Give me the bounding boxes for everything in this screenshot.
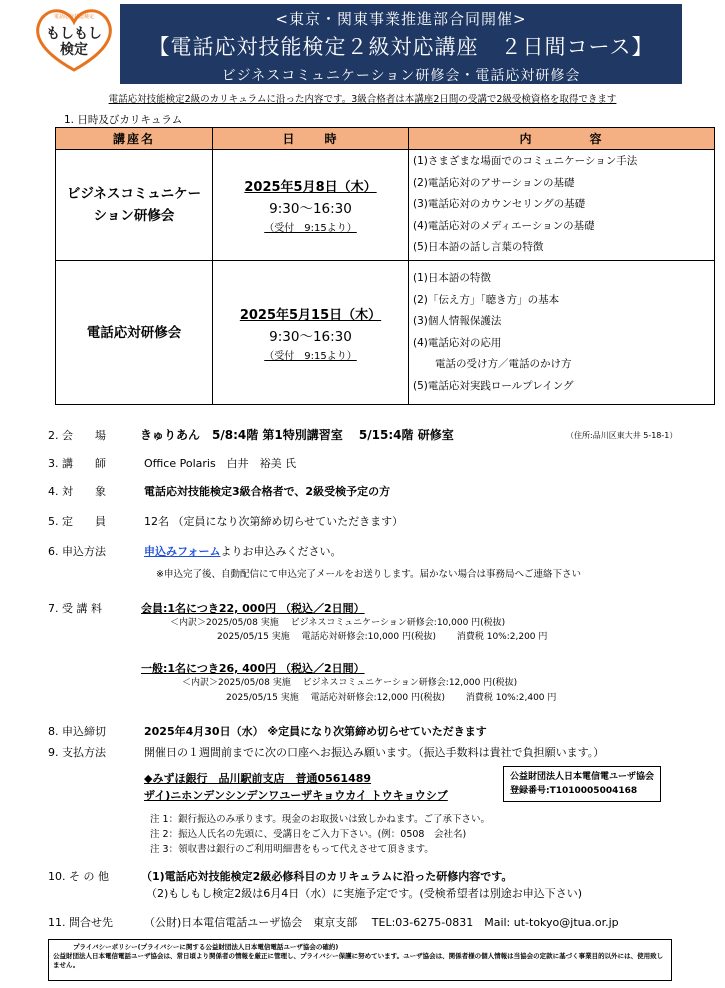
- privacy-policy-box: [48, 939, 672, 981]
- banner-title: 【電話応対技能検定２級対応講座 ２日間コース】: [148, 35, 654, 59]
- apply-label: 6. 申込方法: [48, 545, 106, 558]
- course-name-line1: ビジネスコミュニケー: [66, 186, 202, 202]
- logo-top-text: 電話応対技能検定: [53, 14, 95, 20]
- course-reception: （受付 9:15より）: [264, 350, 357, 362]
- course-datetime: [213, 150, 409, 261]
- content-item: (3)電話応対のカウンセリングの基礎: [413, 198, 586, 211]
- course-name-line1: 電話応対研修会: [86, 324, 182, 341]
- content-item: (3)個人情報保護法: [413, 315, 502, 327]
- course-datetime: [213, 261, 409, 405]
- registration-org: 公益財団法人日本電信電ユーザ協会: [510, 772, 655, 782]
- intro-text: 電話応対技能検定2級のカリキュラムに沿った内容です。3級合格者は本講座2日間の受講で2級受検資格を取得できます: [108, 94, 617, 105]
- course-date: 2025年5月15日（木）: [239, 307, 382, 323]
- logo-line1: もしもし: [46, 26, 102, 42]
- venue-label: 2. 会 場: [48, 429, 106, 442]
- course-name-line2: ション研修会: [93, 208, 175, 224]
- fee-label: 7. 受 講 料: [48, 602, 102, 615]
- capacity-label: 5. 定 員: [48, 515, 106, 528]
- content-item: 電話の受け方／電話のかけ方: [435, 358, 572, 370]
- fee-member-detail1: ＜内訳＞2025/05/08 実施 ビジネスコミュニケーション研修会:10,000 円(税抜): [170, 618, 506, 628]
- venue-value: きゅりあん 5/8:4階 第1特別講習室 5/15:4階 研修室: [140, 428, 454, 442]
- course-time: 9:30〜16:30: [269, 328, 352, 345]
- content-item: (5)電話応対実践ロールプレイング: [413, 379, 574, 392]
- header-datetime: 日 時: [213, 128, 409, 150]
- course-reception: （受付 9:15より）: [264, 223, 357, 234]
- header-content: 内 容: [409, 128, 715, 150]
- fee-general-title: 一般:1名につき26, 400円 （税込／2日間）: [141, 662, 365, 675]
- table-row: [56, 261, 715, 405]
- banner-subtitle: ビジネスコミュニケーション研修会・電話応対研修会: [221, 68, 581, 84]
- banner-line1: <東京・関東事業推進部合同開催>: [275, 10, 527, 28]
- lecturer-label: 3. 講 師: [48, 457, 106, 470]
- contact-value: （公財)日本電信電話ユーザ協会 東京支部 TEL:03-6275-0831 Mail: ut-tokyo@jtua.or.jp: [144, 916, 619, 929]
- other-label: 10. そ の 他: [48, 870, 109, 883]
- curriculum-table: [55, 127, 715, 405]
- content-item: (1)さまざまな場面でのコミュニケーション手法: [413, 155, 638, 168]
- course-name: [56, 261, 213, 405]
- apply-line: [144, 543, 341, 559]
- payment-note: 注 2：振込人氏名の先頭に、受講日をご入力下さい。(例：0508 会社名): [150, 829, 467, 840]
- course-contents: [409, 261, 715, 405]
- table-header-row: [56, 128, 715, 150]
- title-banner: [120, 4, 682, 84]
- fee-general-detail2: 2025/05/15 実施 電話応対研修会:12,000 円(税抜) 消費税 10%:2,400 円: [226, 693, 557, 703]
- account-holder: ザイ)ニホンデンシンデンワユーザキョウカイ トウキョウシブ: [144, 789, 448, 802]
- fee-general-detail1: ＜内訳＞2025/05/08 実施 ビジネスコミュニケーション研修会:12,000 円(税抜): [182, 678, 518, 688]
- payment-note: 注 3：領収書は銀行のご利用明細書をもって代えさせて頂きます。: [150, 844, 434, 855]
- privacy-title: プライバシーポリシー(プライバシーに関する公益財団法人日本電信電話ユーザ協会の確約): [73, 943, 339, 951]
- header-course: 講座名: [56, 128, 213, 150]
- capacity-value: 12名 （定員になり次第締め切らせていただきます）: [144, 515, 404, 528]
- apply-text: よりお申込みください。: [220, 545, 342, 558]
- logo-line2: 検定: [60, 42, 88, 58]
- course-name: [56, 150, 213, 261]
- venue-address: （住所:品川区東大井 5-18-1）: [566, 431, 678, 440]
- other-line2: （2)もしもし検定2級は6月4日（水）に実施予定です。(受検希望者は別途お申込下さい): [146, 887, 582, 900]
- content-item: (4)電話応対のメディエーションの基礎: [413, 219, 595, 232]
- fee-member-detail2: 2025/05/15 実施 電話応対研修会:10,000 円(税抜) 消費税 10%:2,200 円: [217, 632, 548, 642]
- course-time: 9:30〜16:30: [269, 201, 352, 217]
- content-item: (4)電話応対の応用: [413, 336, 502, 349]
- content-item: (2)「伝え方」「聴き方」の基本: [413, 293, 560, 306]
- other-line1: （1)電話応対技能検定2級必修科目のカリキュラムに沿った研修内容です。: [141, 870, 513, 883]
- registration-box: [503, 766, 661, 802]
- payment-value: 開催日の１週間前までに次の口座へお振込み願います。（振込手数料は貴社で負担願います。）: [144, 746, 605, 759]
- payment-label: 9. 支払方法: [48, 746, 106, 759]
- content-item: (2)電話応対のアサーションの基礎: [413, 176, 575, 189]
- apply-form-link[interactable]: 申込みフォーム: [144, 545, 221, 558]
- fee-member-title: 会員:1名につき22, 000円 （税込／2日間）: [141, 602, 365, 615]
- payment-note: 注 1：銀行振込のみ承ります。現金のお取扱いは致しかねます。ご了承下さい。: [150, 814, 491, 825]
- apply-note: ※申込完了後、自動配信にて申込完了メールをお送りします。届かない場合は事務局へご連絡下さい: [156, 569, 582, 580]
- contact-label: 11. 問合せ先: [48, 916, 113, 929]
- section1-title: 1. 日時及びカリキュラム: [64, 114, 183, 126]
- bank-info: ◆みずほ銀行 品川駅前支店 普通0561489: [144, 772, 372, 785]
- registration-number: 登録番号:T1010005004168: [510, 786, 638, 796]
- content-item: (5)日本語の話し言葉の特徴: [413, 241, 544, 254]
- target-value: 電話応対技能検定3級合格者で、2級受検予定の方: [144, 485, 391, 498]
- course-contents: [409, 150, 715, 261]
- moshimoshi-kentei-logo: [30, 4, 118, 74]
- deadline-label: 8. 申込締切: [48, 725, 106, 738]
- table-row: [56, 150, 715, 261]
- course-date: 2025年5月8日（木）: [244, 180, 377, 195]
- content-item: (1)日本語の特徴: [413, 272, 491, 284]
- lecturer-value: Office Polaris 白井 裕美 氏: [144, 457, 297, 470]
- deadline-value: 2025年4月30日（水） ※定員になり次第締め切らせていただきます: [144, 725, 487, 738]
- privacy-body: 公益財団法人日本電信電話ユーザ協会は、常日頃より関係者の情報を厳正に管理し、プライバシー保護に努めています。ユーザ協会は、関係者様の個人情報は当協会の定款に基づく事業目的以外には、使用致しません。: [53, 952, 664, 969]
- target-label: 4. 対 象: [48, 485, 106, 498]
